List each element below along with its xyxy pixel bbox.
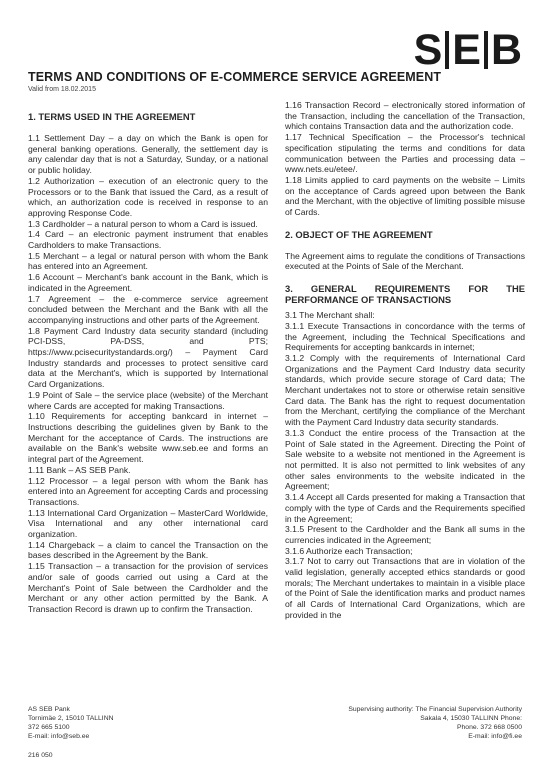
clause-1-16: 1.16 Transaction Record – electronically stored information of the Transaction, including the cancellation of the Transaction, which contains Transaction data and the authorization code.: [285, 100, 525, 132]
object-text: The Agreement aims to regulate the conditions of Transactions executed at the Points of Sale of the Merchant.: [285, 250, 525, 272]
logo-letter-s: S: [413, 26, 443, 74]
logo-divider: [484, 31, 488, 69]
footer-supervisor-info: [348, 705, 522, 741]
footer-bank-info: [28, 705, 114, 741]
section-heading-requirements: 3. GENERAL REQUIREMENTS FOR THE PERFORMANCE OF TRANSACTIONS: [285, 283, 525, 306]
clause-3-1-2: 3.1.2 Comply with the requirements of International Card Organizations and the Payment Card Industry data security standards, which provide secure storage of Card data; The Merchant undertakes not to store or otherwise retain sensitive Card data. The Bank has the right to request documentation from the Merchant, certifying the compliance of the Merchant with the Payment Card Industry data security standards.: [285, 352, 525, 428]
clause-1-14: 1.14 Chargeback – a claim to cancel the Transaction on the bases described in the Agreement by the Bank.: [28, 539, 268, 561]
clause-3-1-4: 3.1.4 Accept all Cards presented for making a Transaction that comply with the type of Cards and the Requirements specified in the Agreement;: [285, 492, 525, 524]
section-heading-terms: 1. TERMS USED IN THE AGREEMENT: [28, 111, 196, 122]
document-code: 216 050: [28, 752, 53, 759]
footer-bank-email: E-mail: info@seb.ee: [28, 733, 90, 740]
footer-supervisor-address: Sakala 4, 15030 TALLINN Phone:: [420, 715, 522, 722]
left-column: [28, 100, 268, 615]
logo-letter-b: B: [490, 26, 522, 74]
logo-letter-e: E: [452, 26, 481, 74]
section-heading-object: 2. OBJECT OF THE AGREEMENT: [285, 228, 433, 240]
clause-3-1: 3.1 The Merchant shall:: [285, 310, 375, 321]
right-column: [285, 100, 525, 621]
logo-divider: [445, 31, 449, 69]
clause-1-10: 1.10 Requirements for accepting bankcard in internet – Instructions describing the guidelines given by Bank to the Merchant for the acceptance of Cards. The instructions are available on the Bank's website www.seb.ee and forms an integral part of the Agreement.: [28, 411, 268, 465]
document-title: TERMS AND CONDITIONS OF E-COMMERCE SERVICE AGREEMENT: [28, 70, 442, 84]
clause-1-5: 1.5 Merchant – a legal or natural person with whom the Bank has entered into an Agreement.: [28, 250, 268, 272]
footer-supervisor-email: E-mail: info@fi.ee: [468, 733, 522, 740]
clause-1-3: 1.3 Cardholder – a natural person to whom a Card is issued.: [28, 218, 258, 229]
footer-bank-name: AS SEB Pank: [28, 706, 70, 713]
footer-bank-phone: 372 665 5100: [28, 724, 70, 731]
seb-logo: [413, 26, 522, 74]
clause-3-1-6: 3.1.6 Authorize each Transaction;: [285, 545, 413, 556]
clause-1-17: 1.17 Technical Specification – the Processor's technical specification stipulating the terms and conditions for data communication between the Parties and processing data – www.nets.eu/etee/.: [285, 132, 525, 175]
clause-1-9: 1.9 Point of Sale – the service place (website) of the Merchant where Cards are accepted for making Transactions.: [28, 389, 268, 411]
footer-supervisor-name: Supervising authority: The Financial Supervision Authority: [348, 706, 522, 713]
clause-3-1-5: 3.1.5 Present to the Cardholder and the Bank all sums in the currencies indicated in the Agreement;: [285, 524, 525, 545]
footer-supervisor-phone: Phone. 372 668 0500: [456, 724, 522, 731]
clause-1-4: 1.4 Card – an electronic payment instrument that enables Cardholders to make Transactions.: [28, 229, 268, 251]
clause-1-11: 1.11 Bank – AS SEB Pank.: [28, 464, 131, 475]
clause-3-1-1: 3.1.1 Execute Transactions in concordance with the terms of the Agreement, including the Technical Specifications and Requirements for accepting bankcards in internet;: [285, 320, 525, 353]
clause-1-6: 1.6 Account – Merchant's bank account in the Bank, which is indicated in the Agreement.: [28, 272, 268, 293]
clause-1-1: 1.1 Settlement Day – a day on which the Bank is open for general banking operations. Generally, the settlement day is any calendar day that is not a Saturday, Sunday, or a national or public holiday.: [28, 133, 268, 176]
footer-bank-address: Tornimäe 2, 15010 TALLINN: [28, 715, 114, 722]
valid-from-date: Valid from 18.02.2015: [28, 86, 96, 93]
clause-3-1-3: 3.1.3 Conduct the entire process of the Transaction at the Point of Sale stated in the Agreement. Directing the Point of Sale website to a website not mentioned in the Agreement is not permitted. It is also not permitted to link websites of any other sales environments to the website indicated in the Agreement;: [285, 427, 525, 492]
clause-1-8: 1.8 Payment Card Industry data security standard (including PCI-DSS, PA-DSS, and PTS; https://www.pcisecuritystandards.org/) – Payment Card Industry standards and processes to protect sensitive card data at the Merchant's, which is supported by International Card Organizations.: [28, 325, 268, 390]
clause-3-1-7: 3.1.7 Not to carry out Transactions that are in violation of the valid legislation, generally accepted ethics standards or good morals; The Merchant undertakes to maintain in a visible place of the Point of Sale the identification marks and product names of all Cards of International Card Organizations, which are provided in the: [285, 556, 525, 620]
clause-1-12: 1.12 Processor – a legal person with whom the Bank has entered into an Agreement for accepting Cards and processing Transactions.: [28, 475, 268, 507]
clause-1-13: 1.13 International Card Organization – MasterCard Worldwide, Visa International and any other international card organization.: [28, 507, 268, 540]
clause-1-15: 1.15 Transaction – a transaction for the provision of services and/or sale of goods carried out using a Card at the Merchant's Point of Sale between the Cardholder and the Merchant or any other action permitted by the Bank. A Transaction Record is drawn up to confirm the Transaction.: [28, 561, 268, 614]
clause-1-7: 1.7 Agreement – the e-commerce service agreement concluded between the Merchant and the Bank with all the accompanying instructions and other parts of the Agreement.: [28, 293, 268, 325]
clause-1-18: 1.18 Limits applied to card payments on the website – Limits on the acceptance of Cards agreed upon between the Bank and the Merchant, with the objective of limiting possible misuse of Cards.: [285, 174, 525, 218]
clause-1-2: 1.2 Authorization – execution of an electronic query to the Processors or to the Bank that issued the Card, as a result of which, an authorization code is received in response to an approving Response Code.: [28, 175, 268, 218]
